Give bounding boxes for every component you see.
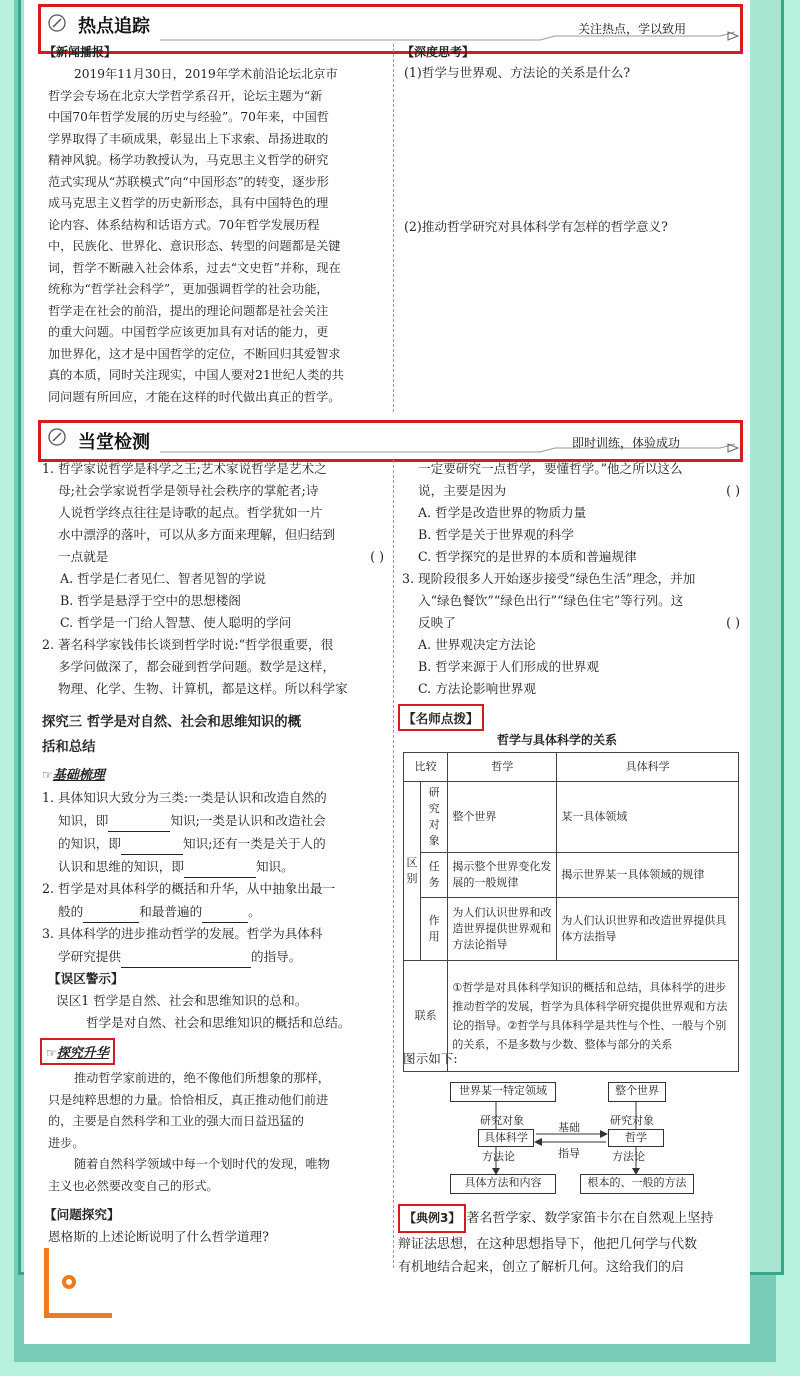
table-cell: ①哲学是对具体科学知识的概括和总结，具体科学的进步推动哲学的发展，哲学为具体科学研究提供世界观和方法论的指导。②哲学与具体科学是共性与个性、一般与个别的关系，不是多数与少数、整体与部分的关系 <box>448 961 739 1072</box>
text-line: 的，主要是自然科学和工业的强大而日益迅猛的 <box>48 1114 304 1128</box>
text-line: 推动哲学家前进的，绝不像他们所想象的那样， <box>74 1071 330 1085</box>
hotspot-slogan: 关注热点，学以致用 <box>578 22 687 36</box>
text-line: 哲学会专场在北京大学哲学系召开，论坛主题为“新 <box>48 88 323 103</box>
text-line: 物理、化学、生物、计算机，都是这样。所以科学家 <box>58 681 348 696</box>
table-cell: 揭示世界某一具体领域的规律 <box>557 853 739 898</box>
warning-tag: 【误区警示】 <box>48 971 124 986</box>
basics-text: 认识和思维的知识，即 <box>58 859 184 874</box>
table-title: 哲学与具体科学的关系 <box>497 733 618 747</box>
fill-blank[interactable] <box>202 900 248 923</box>
question-3-options <box>402 634 740 700</box>
example-section <box>398 1204 742 1279</box>
diagram-label-object: 研究对象 <box>480 1114 524 1127</box>
warning-line-2: 哲学是对自然、社会和思维知识的概括和总结。 <box>86 1015 351 1030</box>
diagram-box-root: 根本的、一般的方法 <box>580 1174 694 1194</box>
question-1-options <box>42 568 384 634</box>
text-line: 成马克思主义哲学的历史新形态，具有中国特色的理 <box>48 196 329 210</box>
basics-text: 的知识，即 <box>58 836 121 851</box>
diagram-box-science: 具体科学 <box>478 1129 534 1147</box>
table-header: 具体科学 <box>557 753 739 782</box>
text-line: A. 哲学是仁者见仁、智者见智的学说 <box>60 571 267 586</box>
example-line-1: 著名哲学家、数学家笛卡尔在自然观上坚持 <box>466 1211 714 1226</box>
text-line: 范式实现从“苏联模式”向“中国形态”的转变，逐步形 <box>48 174 329 189</box>
news-tag: 【新闻播报】 <box>44 45 117 59</box>
check-slogan: 即时训练，体验成功 <box>572 436 681 450</box>
example-line-2: 辩证法思想，在这种思想指导下，他把几何学与代数 <box>398 1237 698 1252</box>
column-divider <box>393 460 394 1268</box>
basics-text: 般的 <box>58 904 84 919</box>
diagram-label-object: 研究对象 <box>610 1114 654 1127</box>
warning-line-1: 误区1 哲学是自然、社会和思维知识的总和。 <box>56 993 308 1008</box>
explore-heading-cont: 括和总结 <box>42 740 96 755</box>
diagram-box-domain: 世界某一特定领域 <box>450 1082 556 1102</box>
explore-section <box>42 710 387 1034</box>
text-line: 只是纯粹思想的力量。恰恰相反，真正推动他们前进 <box>48 1092 329 1107</box>
example-tag: 【典例3】 <box>398 1204 466 1233</box>
text-line: C. 哲学探究的是世界的本质和普遍规律 <box>418 549 637 564</box>
text-line: 的重大问题。中国哲学应该更加具有对话的能力，更 <box>48 325 329 339</box>
text-line: C. 哲学是一门给人智慧、使人聪明的学问 <box>60 615 292 630</box>
basics-text: 知识;还有一类是关于人的 <box>182 836 326 851</box>
text-line: 水中漂浮的落叶，可以从多方面来理解，但归结到 <box>58 527 336 542</box>
think-question-1: (1)哲学与世界观、方法论的关系是什么? <box>404 65 631 80</box>
hand-pointer-icon: ☞ <box>46 1046 57 1060</box>
problem-tag: 【问题探究】 <box>44 1207 120 1222</box>
basics-text: 和最普遍的 <box>139 904 203 919</box>
pencil-icon <box>48 14 66 32</box>
text-line: C. 方法论影响世界观 <box>418 681 536 696</box>
basics-text: 的指导。 <box>250 949 302 964</box>
text-line: B. 哲学是悬浮于空中的思想楼阁 <box>60 593 241 608</box>
diagram-box-philosophy: 哲学 <box>608 1129 664 1147</box>
table-cell: 为人们认识世界和改造世界提供世界观和方法论指导 <box>448 898 557 961</box>
diagram-label-method: 方法论 <box>482 1150 515 1163</box>
text-line: 反映了 <box>418 615 456 630</box>
think-tag: 【深度思考】 <box>402 45 475 59</box>
check-right-column <box>402 458 740 700</box>
basics-text: 知识，即 <box>58 813 109 828</box>
basics-text: 。 <box>248 904 261 919</box>
q2-answer-paren: ( ) <box>726 483 740 498</box>
hand-pointer-icon: ☞ <box>42 768 53 782</box>
text-line: 母;社会学家说哲学是领导社会秩序的掌舵者;诗 <box>58 483 319 498</box>
text-line: B. 哲学是关于世界观的科学 <box>418 527 574 542</box>
table-cell: 研究对象 <box>421 782 448 853</box>
text-line: 主义也必然要改变自己的形式。 <box>48 1178 219 1193</box>
text-line: 一点就是 <box>58 549 109 564</box>
diagram-box-world: 整个世界 <box>608 1082 666 1102</box>
diagram-label-basis: 基础 <box>558 1121 580 1134</box>
text-line: A. 世界观决定方法论 <box>418 637 536 652</box>
text-line: 一定要研究一点哲学，要懂哲学。”他之所以这么 <box>418 461 683 476</box>
fill-blank[interactable] <box>83 900 139 923</box>
table-cell: 为人们认识世界和改造世界提供具体方法指导 <box>557 898 739 961</box>
text-line: 中，民族化、世界化、意识形态、转型的问题都是关键 <box>48 239 341 253</box>
question-2 <box>42 634 384 700</box>
text-line: 2019年11月30日，2019年学术前沿论坛北京市 <box>74 67 338 81</box>
basics-item-3: 3. 具体科学的进步推动哲学的发展。哲学为具体科 <box>42 926 323 941</box>
basics-text: 知识;一类是认识和改造社会 <box>170 813 326 828</box>
check-left-column <box>42 458 384 700</box>
example-line-3: 有机地结合起来，创立了解析几何。这给我们的启 <box>398 1260 685 1275</box>
diagram-intro: 图示如下: <box>403 1051 458 1066</box>
table-cell: 整个世界 <box>448 782 557 853</box>
text-line: 哲学走在社会的前沿，提出的理论问题都是社会关注 <box>48 303 329 318</box>
text-line: 说，主要是因为 <box>418 483 507 498</box>
basics-label: 基础梳理 <box>52 768 105 783</box>
upgrade-label: 探究升华 <box>56 1046 109 1061</box>
text-line: B. 哲学来源于人们形成的世界观 <box>418 659 599 674</box>
table-cell: 揭示整个世界变化发展的一般规律 <box>448 853 557 898</box>
think-question-2: (2)推动哲学研究对具体科学有怎样的哲学意义? <box>404 219 668 234</box>
text-line: 2. 著名科学家钱伟长谈到哲学时说:“哲学很重要，很 <box>42 637 334 652</box>
text-line: A. 哲学是改造世界的物质力量 <box>418 505 587 520</box>
table-header: 哲学 <box>448 753 557 782</box>
news-body <box>48 64 386 408</box>
text-line: 人说哲学终点往往是诗歌的起点。哲学犹如一片 <box>58 505 323 520</box>
text-line: 1. 哲学家说哲学是科学之王;艺术家说哲学是艺术之 <box>42 461 327 476</box>
text-line: 学界取得了丰硕成果，彰显出上下求索、昂扬进取的 <box>48 131 329 146</box>
hotspot-title: 热点追踪 <box>78 12 150 38</box>
teacher-tag: 【名师点拨】 <box>403 711 479 726</box>
table-cell: 联系 <box>404 961 448 1072</box>
text-line: 同问题有所回应，才能在这样的时代做出真正的哲学。 <box>48 389 341 404</box>
upgrade-label-box <box>40 1038 115 1065</box>
text-line: 真的本质，同时关注现实，中国人要对21世纪人类的共 <box>48 368 344 382</box>
text-line: 加世界化，这才是中国哲学的定位，不断回归其爱智求 <box>48 346 341 361</box>
table-cell: 任务 <box>421 853 448 898</box>
check-title: 当堂检测 <box>78 428 150 454</box>
table-header: 比较 <box>404 753 448 782</box>
text-line: 3. 现阶段很多人开始逐步接受“绿色生活”理念，并加 <box>402 571 696 586</box>
fill-blank[interactable] <box>108 809 170 832</box>
basics-item-2: 2. 哲学是对具体科学的概括和升华，从中抽象出最一 <box>42 881 336 896</box>
table-cell: 某一具体领域 <box>557 782 739 853</box>
diagram-label-method: 方法论 <box>612 1150 645 1163</box>
basics-text: 学研究提供 <box>58 949 121 964</box>
text-line: 多学问做深了，都会碰到哲学问题。数学是这样， <box>58 659 336 674</box>
text-line: 中国70年哲学发展的历史与经验”。70年来，中国哲 <box>48 110 329 124</box>
column-divider <box>393 44 394 412</box>
diagram-box-method: 具体方法和内容 <box>450 1174 556 1194</box>
text-line: 精神风貌。杨学功教授认为，马克思主义哲学的研究 <box>48 153 329 167</box>
text-line: 词，哲学不断融入社会体系，过去“文史哲”并称，现在 <box>48 260 341 275</box>
comparison-table <box>403 752 739 1072</box>
fill-blank[interactable] <box>184 855 256 878</box>
teacher-tag-box <box>398 704 484 731</box>
q3-answer-paren: ( ) <box>726 615 740 630</box>
fill-blank[interactable] <box>121 945 251 968</box>
table-side-label: 区别 <box>404 782 421 961</box>
q1-answer-paren: ( ) <box>370 549 384 564</box>
question-2-options <box>402 502 740 568</box>
text-line: 进步。 <box>48 1135 85 1150</box>
orange-corner-decoration <box>44 1313 112 1318</box>
text-line: 论内容、体系结构和话语方式。70年哲学发展历程 <box>48 217 320 232</box>
text-line: 统称为“哲学社会科学”，更加强调哲学的社会功能， <box>48 282 329 296</box>
basics-text: 知识。 <box>255 859 294 874</box>
table-cell: 作用 <box>421 898 448 961</box>
fill-blank[interactable] <box>121 832 183 855</box>
orange-corner-decoration <box>44 1248 49 1318</box>
explore-heading: 探究三 哲学是对自然、社会和思维知识的概 <box>42 715 302 730</box>
basics-item-1: 1. 具体知识大致分为三类:一类是认识和改造自然的 <box>42 790 327 805</box>
pencil-icon <box>48 428 66 446</box>
orange-circle-decoration <box>62 1275 76 1289</box>
text-line: 入“绿色餐饮”“绿色出行”“绿色住宅”等行列。这 <box>418 593 684 608</box>
problem-question: 恩格斯的上述论断说明了什么哲学道理? <box>48 1229 269 1244</box>
diagram-label-guide: 指导 <box>558 1147 580 1160</box>
text-line: 随着自然科学领域中每一个划时代的发现，唯物 <box>74 1157 330 1171</box>
upgrade-body <box>48 1068 384 1197</box>
